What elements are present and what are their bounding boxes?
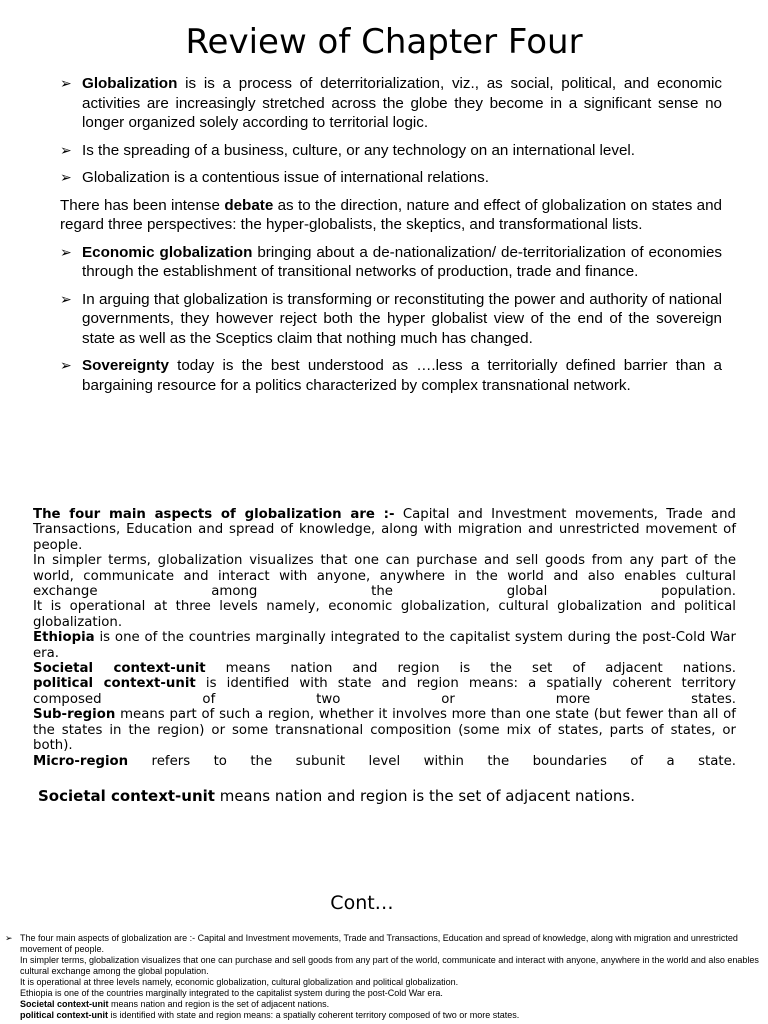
bullet-sovereignty [60, 356, 722, 395]
arrow-bullet-icon: ➢ [60, 243, 72, 260]
societal-context-paragraph [33, 661, 736, 676]
aspects-text: Capital and Investment movements, Trade and Transactions, Education and spread of knowledge, along with migration and unrestricted movement of people. [33, 507, 736, 553]
intro-section [60, 74, 722, 403]
micro-region-paragraph [33, 754, 736, 769]
term-micro-region: Micro-region [33, 753, 129, 769]
small-simpler: In simpler terms, globalization visualizes that one can purchase and sell goods from any part of the world, communicate and interact with anyone, anywhere in the world and also enables cultural exchange among the global population. [20, 955, 759, 976]
bullet-transformation [60, 290, 722, 349]
term-political-context-unit: political context-unit [33, 676, 196, 692]
bullet-economic-globalization [60, 243, 722, 282]
term-societal-context-unit-callout: Societal context-unit [38, 787, 215, 805]
small-political [20, 1010, 762, 1021]
small-summary-section [5, 933, 762, 1021]
term-debate: debate [224, 196, 274, 214]
sub-region-text: means part of such a region, whether it involves more than one state (but fewer than all of the states in the region) or some transnational composition (some mix of states, parts of states, or both). [33, 707, 736, 754]
small-levels: It is operational at three levels namely, economic globalization, cultural globalization and political globalization. [20, 977, 459, 987]
societal-context-callout [38, 787, 635, 805]
globalization-definition-text: is is a process of deterritorialization, viz., as social, political, and economic activities are increasingly stretched across the globe they become in a significant sense no longer organized solely according to territorial logic. [82, 75, 722, 131]
small-aspects: The four main aspects of globalization are :- Capital and Investment movements, Trade and Transactions, Education and spread of knowledge, along with migration and unrestricted movement of people. [20, 933, 738, 954]
small-term-political: political context-unit [20, 1010, 109, 1020]
arrow-bullet-icon: ➢ [5, 933, 13, 943]
small-term-societal: Societal context-unit [20, 999, 109, 1009]
micro-region-text: refers to the subunit level within the boundaries of a state. [128, 753, 736, 769]
ethiopia-text: is one of the countries marginally integrated to the capitalist system during the post-Cold War era. [33, 630, 736, 661]
term-four-aspects: The four main aspects of globalization are :- [33, 507, 395, 522]
term-societal-context-unit: Societal context-unit [33, 661, 206, 677]
term-ethiopia: Ethiopia [33, 630, 95, 646]
term-sovereignty: Sovereignty [82, 357, 169, 374]
debate-pre: There has been intense [60, 196, 225, 214]
arrow-bullet-icon: ➢ [60, 75, 72, 91]
contentious-text: Globalization is a contentious issue of international relations. [82, 169, 489, 186]
bullet-spreading [60, 141, 722, 161]
sub-region-paragraph [33, 707, 736, 753]
levels-paragraph: It is operational at three levels namely, economic globalization, cultural globalization and political globalization. [33, 599, 736, 630]
arrow-bullet-icon: ➢ [60, 357, 72, 373]
term-globalization: Globalization [82, 75, 178, 92]
transformation-text: In arguing that globalization is transforming or reconstituting the power and authority of national governments, they however reject both the hyper globalist view of the end of the sovereign state as well as the Sceptics claim that nothing much has changed. [82, 290, 722, 347]
arrow-bullet-icon: ➢ [60, 141, 72, 158]
term-economic-globalization: Economic globalization [82, 243, 253, 261]
small-ethiopia: Ethiopia is one of the countries marginally integrated to the capitalist system during the post-Cold War era. [20, 988, 443, 998]
aspects-paragraph [33, 507, 736, 553]
term-sub-region: Sub-region [33, 707, 116, 723]
economic-globalization-text: bringing about a de-nationalization/ de-territorialization of economies through the establishment of transitional networks of production, trade and finance. [82, 243, 723, 280]
arrow-bullet-icon: ➢ [60, 290, 72, 307]
small-societal [20, 999, 762, 1010]
societal-context-text: means nation and region is the set of adjacent nations. [205, 661, 736, 677]
cont-heading: Cont… [330, 892, 394, 914]
debate-paragraph [60, 196, 722, 235]
sovereignty-text: today is the best understood as ….less a territorially defined barrier than a bargaining resource for a politics characterized by complex transnational network. [82, 357, 722, 394]
small-political-text: is identified with state and region means: a spatially coherent territory composed of two or more states. [108, 1010, 520, 1020]
spreading-text: Is the spreading of a business, culture, or any technology on an international level. [82, 141, 636, 159]
political-context-text: is identified with state and region means: a spatially coherent territory composed of two or more states. [33, 676, 736, 707]
bullet-globalization-definition [60, 74, 722, 133]
ethiopia-paragraph [33, 630, 736, 661]
aspects-section [33, 507, 736, 769]
small-societal-text: means nation and region is the set of adjacent nations. [108, 999, 330, 1009]
societal-context-callout-text: means nation and region is the set of adjacent nations. [214, 787, 635, 805]
arrow-bullet-icon: ➢ [60, 169, 72, 185]
simpler-terms-paragraph: In simpler terms, globalization visualizes that one can purchase and sell goods from any part of the world, communicate and interact with anyone, anywhere in the world and also enables cultural exchange among the global population. [33, 553, 736, 600]
bullet-contentious [60, 168, 722, 188]
debate-post: as to the direction, nature and effect of globalization on states and regard three perspectives: the hyper-globalists, the skeptics, and transformational lists. [60, 196, 722, 233]
page-title: Review of Chapter Four [185, 22, 583, 62]
political-context-paragraph [33, 676, 736, 707]
